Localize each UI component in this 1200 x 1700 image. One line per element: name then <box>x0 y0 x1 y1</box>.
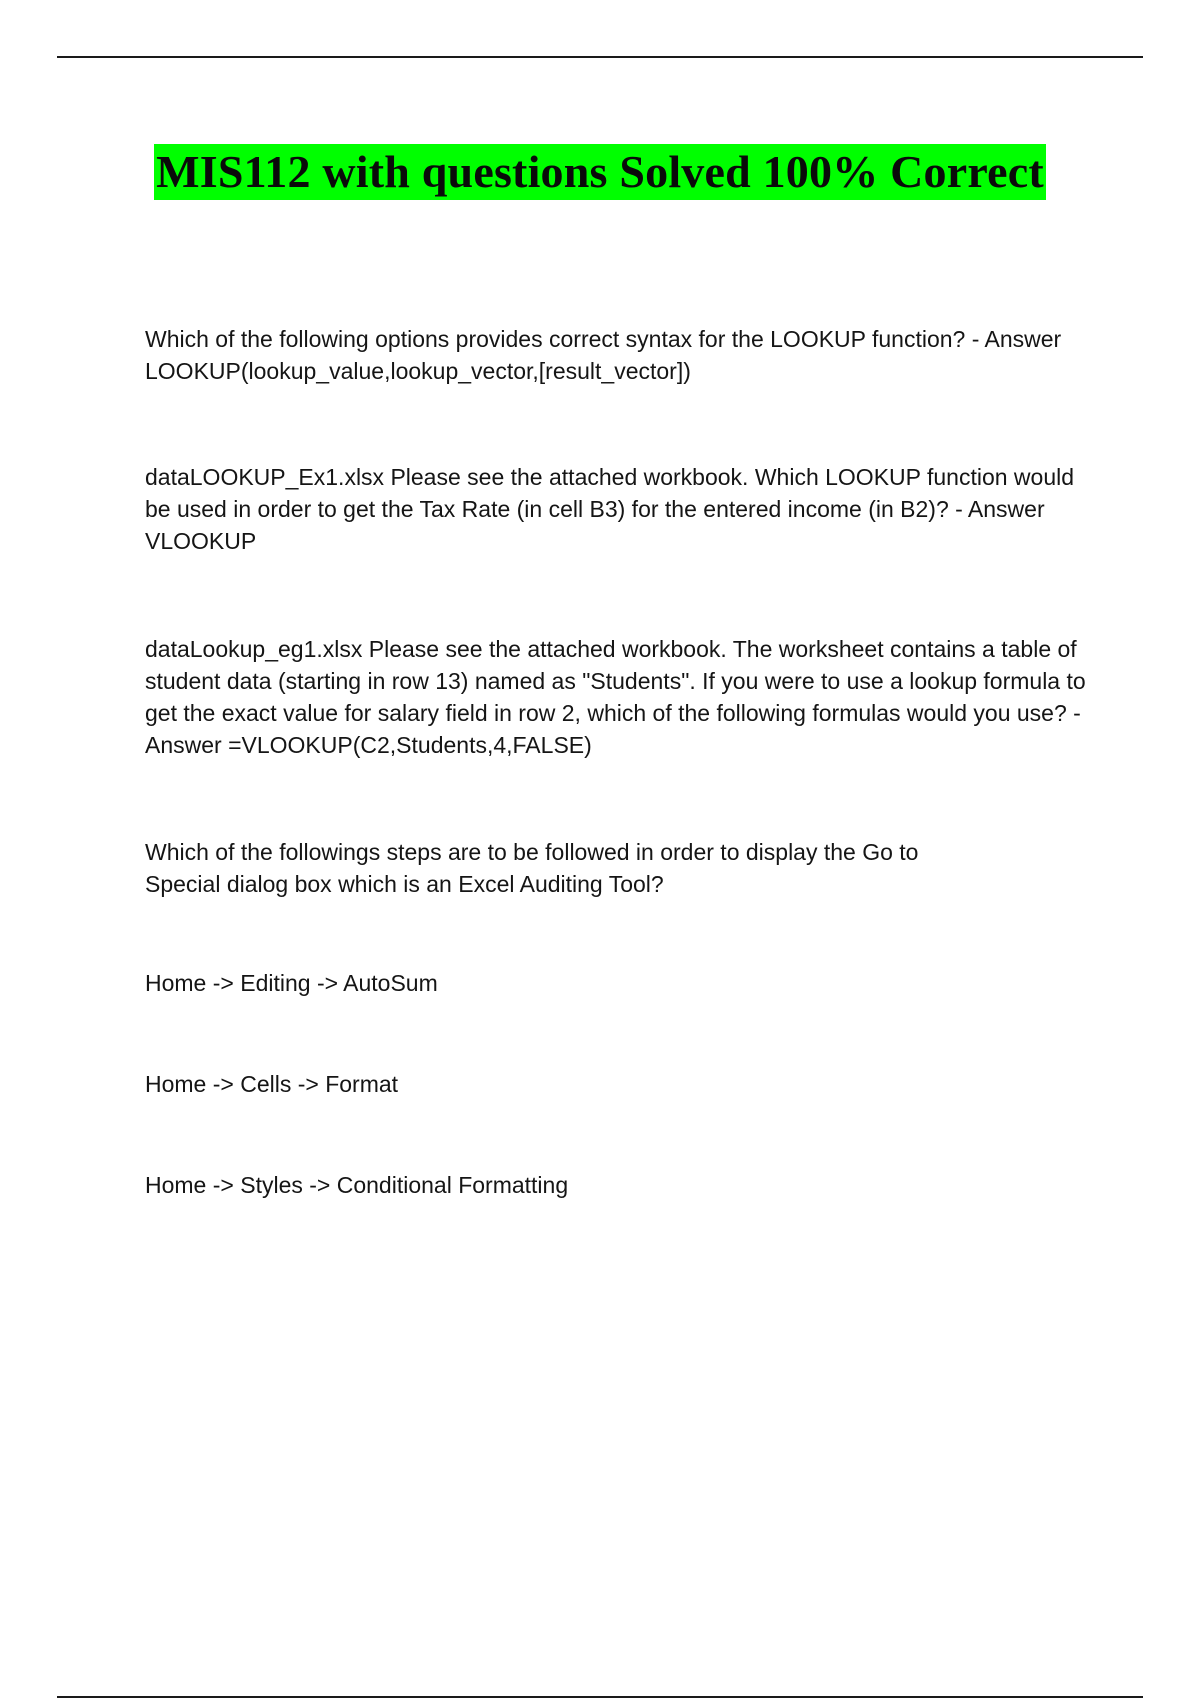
top-divider <box>57 56 1143 58</box>
title-container <box>0 144 1200 200</box>
option-3: Home -> Styles -> Conditional Formatting <box>145 1172 569 1198</box>
page-title: MIS112 with questions Solved 100% Correct <box>154 144 1046 200</box>
question-3: dataLookup_eg1.xlsx Please see the attached workbook. The worksheet contains a table of student data (starting in row 13) named as "Students". If you were to use a lookup formula to get the exact value for salary field in row 2, which of the following formulas would you use? - Answer =VLOOKUP(C2,Students,4,FALSE) <box>145 636 1086 758</box>
option-2: Home -> Cells -> Format <box>145 1071 399 1097</box>
question-1: Which of the following options provides correct syntax for the LOOKUP function? - Answer LOOKUP(lookup_value,lookup_vector,[result_vector]) <box>145 326 1062 384</box>
option-1: Home -> Editing -> AutoSum <box>145 970 438 996</box>
bottom-divider <box>57 1696 1143 1698</box>
question-2: dataLOOKUP_Ex1.xlsx Please see the attached workbook. Which LOOKUP function would be used in order to get the Tax Rate (in cell B3) for the entered income (in B2)? - Answer VLOOKUP <box>145 464 1075 554</box>
question-4: Which of the followings steps are to be followed in order to display the Go to Special dialog box which is an Excel Auditing Tool? <box>145 839 919 897</box>
